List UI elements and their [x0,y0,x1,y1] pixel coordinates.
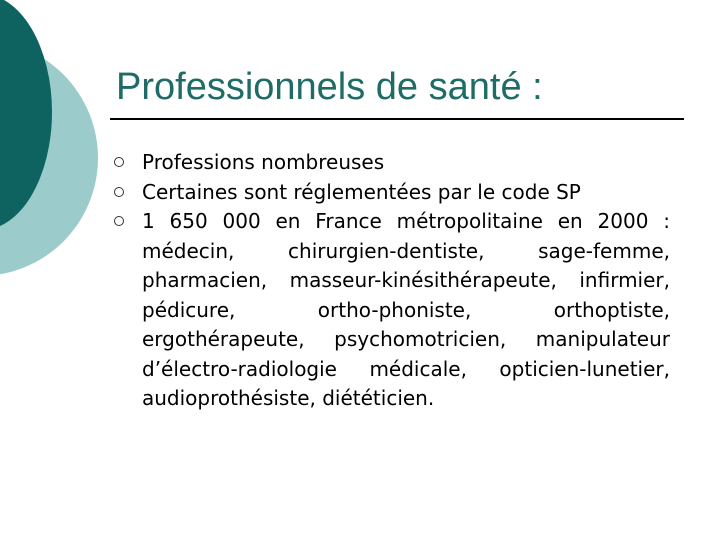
bullet-marker-icon [114,157,124,167]
bullet-item [114,178,670,208]
bullet-item [114,207,670,414]
bullet-item [114,148,670,178]
title-underline [110,118,684,120]
bullet-list [114,148,670,414]
bullet-marker-icon [114,216,124,226]
slide-title: Professionnels de santé : [116,66,543,108]
bullet-text: Certaines sont réglementées par le code SP [142,179,581,204]
bullet-marker-icon [114,187,124,197]
bullet-text: Professions nombreuses [142,150,385,174]
bullet-text: 1 650 000 en France métropolitaine en 2000 : médecin, chirurgien-dentiste, sage-femme, pharmacien, masseur-kinésithérapeute, infirmier, pédicure, ortho-phoniste, orthoptiste, ergothérapeute, psychomotricien, manipulateur d’électro-radiologie médicale, opticien-lunetier, audioprothésiste, diététicien. [142,209,670,410]
